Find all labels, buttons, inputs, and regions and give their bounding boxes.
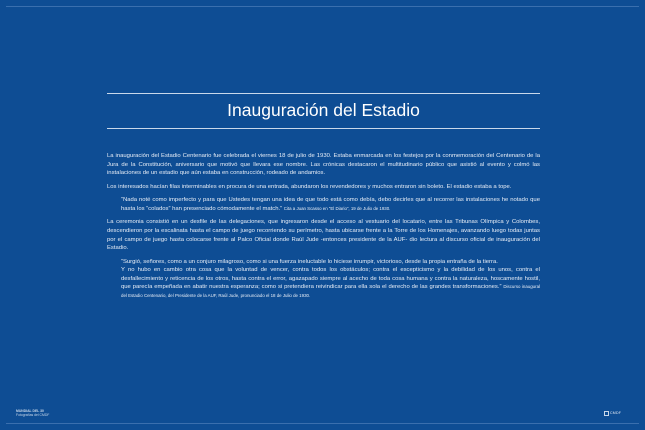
- logo-mark-icon: [604, 411, 609, 416]
- footer-line-1: MUNDIAL DEL 30: [16, 409, 44, 413]
- quote-1-text: “Nada noté como imperfecto y para que Ustedes tengan una idea de que todo está como debía, debo decirles que al recorrer las instalaciones he notado que hasta los “colados” han presenciado cómodamente el match.”: [121, 197, 540, 212]
- cmdf-logo: [604, 410, 622, 416]
- paragraph-3: La ceremonia consistió en un desfile de las delegaciones, que ingresaron desde el acceso al vestuario del locatario, entre las Tribunas Olímpica y Colombes, descendieron por la escalinata hasta el campo de juego recorriendo su perímetro, hasta ubicarse frente a la Torre de los Homenajes, avanzando luego todas juntas por el campo de juego hasta colocarse frente al Palco Oficial donde Raúl Jude -entonces presidente de la AUF- dio lectura al discurso oficial de inauguración del Estadio.: [107, 219, 540, 252]
- footer-credits: [16, 409, 49, 418]
- logo-text: CMDF: [610, 411, 622, 415]
- paragraph-1: La inauguración del Estadio Centenario fue celebrada el viernes 18 de julio de 1930. Estaba enmarcada en los festejos por la conmemoración del Centenario de la Jura de la Constitución, aniversario que motivó que llevara ese nombre. Las crónicas destacaron el multitudinario público que asistió al evento y colmó las instalaciones de un estadio que aún estaba en construcción, rodeado de andamios.: [107, 153, 540, 177]
- body-text: [107, 152, 540, 300]
- quote-2-citation: Discurso inaugural del Estadio Centenario, del Presidente de la AUF, Raúl Jude, pronunciado el 18 de Julio de 1930.: [121, 284, 540, 298]
- title-rule-top: [107, 93, 540, 94]
- paragraph-2: Los interesados hacían filas interminables en procura de una entrada, abundaron los revendedores y muchos entraron sin boleto. El estadio estaba a tope.: [107, 183, 512, 190]
- page-title: Inauguración del Estadio: [227, 100, 420, 120]
- title-rule-bottom: [107, 128, 540, 129]
- footer-line-2: Fotografías del CMDF: [16, 413, 50, 418]
- frame-top-line: [6, 6, 639, 7]
- quote-1: [107, 196, 540, 213]
- quote-1-citation: Cita a Juan Scasso en “El Diario”, 19 de Julio de 1930.: [283, 205, 391, 211]
- quote-2-text-2: Y no hubo en cambio otra cosa que la voluntad de vencer, contra todos los obstáculos; contra el escepticismo y la debilidad de los unos, contra el desfallecimiento y reticencia de los otros, hasta contra el error, agazapado siempre al acecho de toda cosa humana y contra la naturaleza, hoscamente hostil, que parecía empeñada en abatir nuestra esperanza; como si pretendiera reivindicar para ella sola el derecho de las grandes transformaciones.”: [121, 267, 540, 291]
- frame-bottom-line: [6, 423, 639, 424]
- quote-2-text-1: “Surgió, señores, como a un conjuro milagroso, como si una fuerza ineluctable lo hiciese irrumpir, victorioso, desde la propia entraña de la tierra.: [121, 258, 498, 265]
- quote-2: [107, 258, 540, 301]
